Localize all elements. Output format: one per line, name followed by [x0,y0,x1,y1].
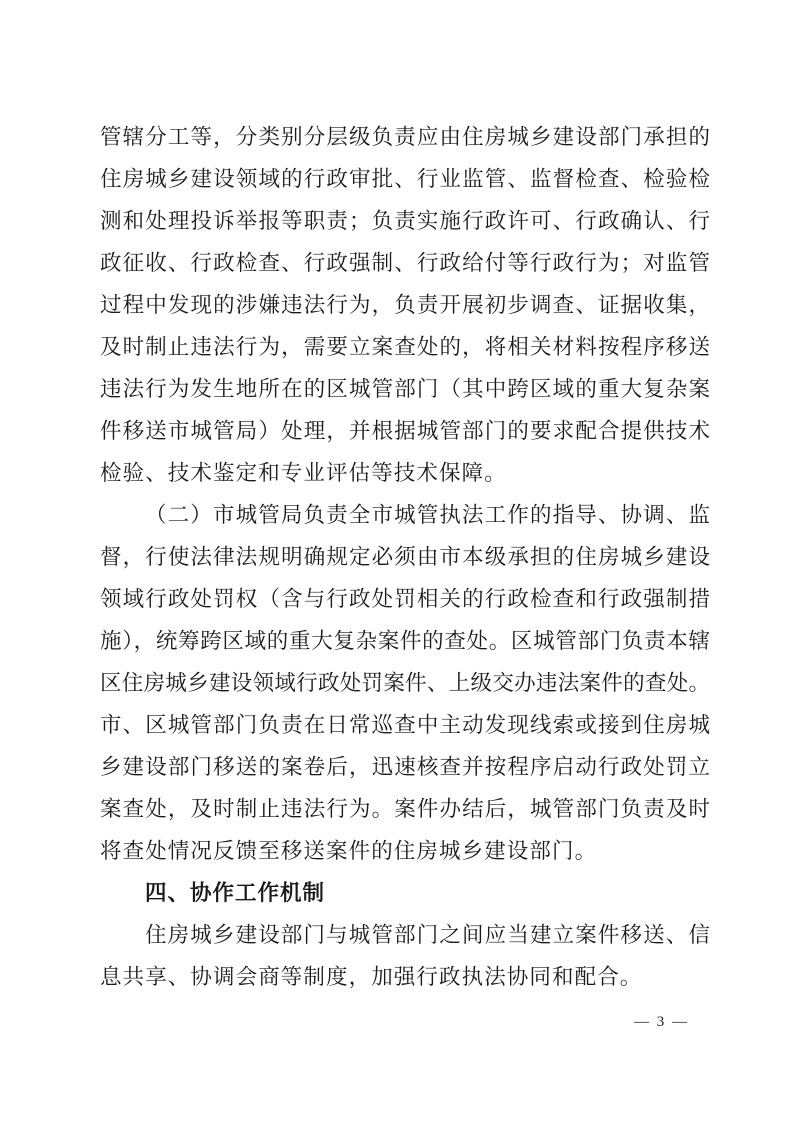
body-line: 政征收、行政检查、行政强制、行政给付等行政行为；对监管 [100,251,710,275]
body-line: 施），统筹跨区域的重大复杂案件的查处。区城管部门负责本辖 [100,629,710,653]
body-line: 违法行为发生地所在的区城管部门（其中跨区域的重大复杂案 [100,377,710,401]
body-line: 及时制止违法行为，需要立案查处的，将相关材料按程序移送 [100,335,710,359]
heading-text: 四、协作工作机制 [145,881,326,905]
paragraph [100,914,710,998]
body-line: 督，行使法律法规明确规定必须由市本级承担的住房城乡建设 [100,545,710,569]
body-line: 将查处情况反馈至移送案件的住房城乡建设部门。 [100,839,598,863]
body-line: 住房城乡建设部门与城管部门之间应当建立案件移送、信 [145,923,710,947]
body-line: 检验、技术鉴定和专业评估等技术保障。 [100,461,507,485]
paragraph [100,116,710,494]
body-line: 乡建设部门移送的案卷后，迅速核查并按程序启动行政处罚立 [100,755,710,779]
body-line: 息共享、协调会商等制度，加强行政执法协同和配合。 [100,965,643,989]
body-line: 件移送市城管局）处理，并根据城管部门的要求配合提供技术 [100,419,710,443]
body-line: 测和处理投诉举报等职责；负责实施行政许可、行政确认、行 [100,209,710,233]
body-line: 管辖分工等，分类别分层级负责应由住房城乡建设部门承担的 [100,125,710,149]
body-line: 住房城乡建设领域的行政审批、行业监管、监督检查、检验检 [100,167,710,191]
page-number: — 3 — [634,1014,689,1030]
body-line: 案查处，及时制止违法行为。案件办结后，城管部门负责及时 [100,797,710,821]
paragraph [100,494,710,872]
body-line: 过程中发现的涉嫌违法行为，负责开展初步调查、证据收集， [100,293,710,317]
section-heading [100,872,710,914]
document-body [100,116,710,998]
body-line: 市、区城管部门负责在日常巡查中主动发现线索或接到住房城 [100,713,710,737]
body-line: （二）市城管局负责全市城管执法工作的指导、协调、监 [145,503,710,527]
body-line: 领域行政处罚权（含与行政处罚相关的行政检查和行政强制措 [100,587,710,611]
body-line: 区住房城乡建设领域行政处罚案件、上级交办违法案件的查处。 [100,671,710,695]
